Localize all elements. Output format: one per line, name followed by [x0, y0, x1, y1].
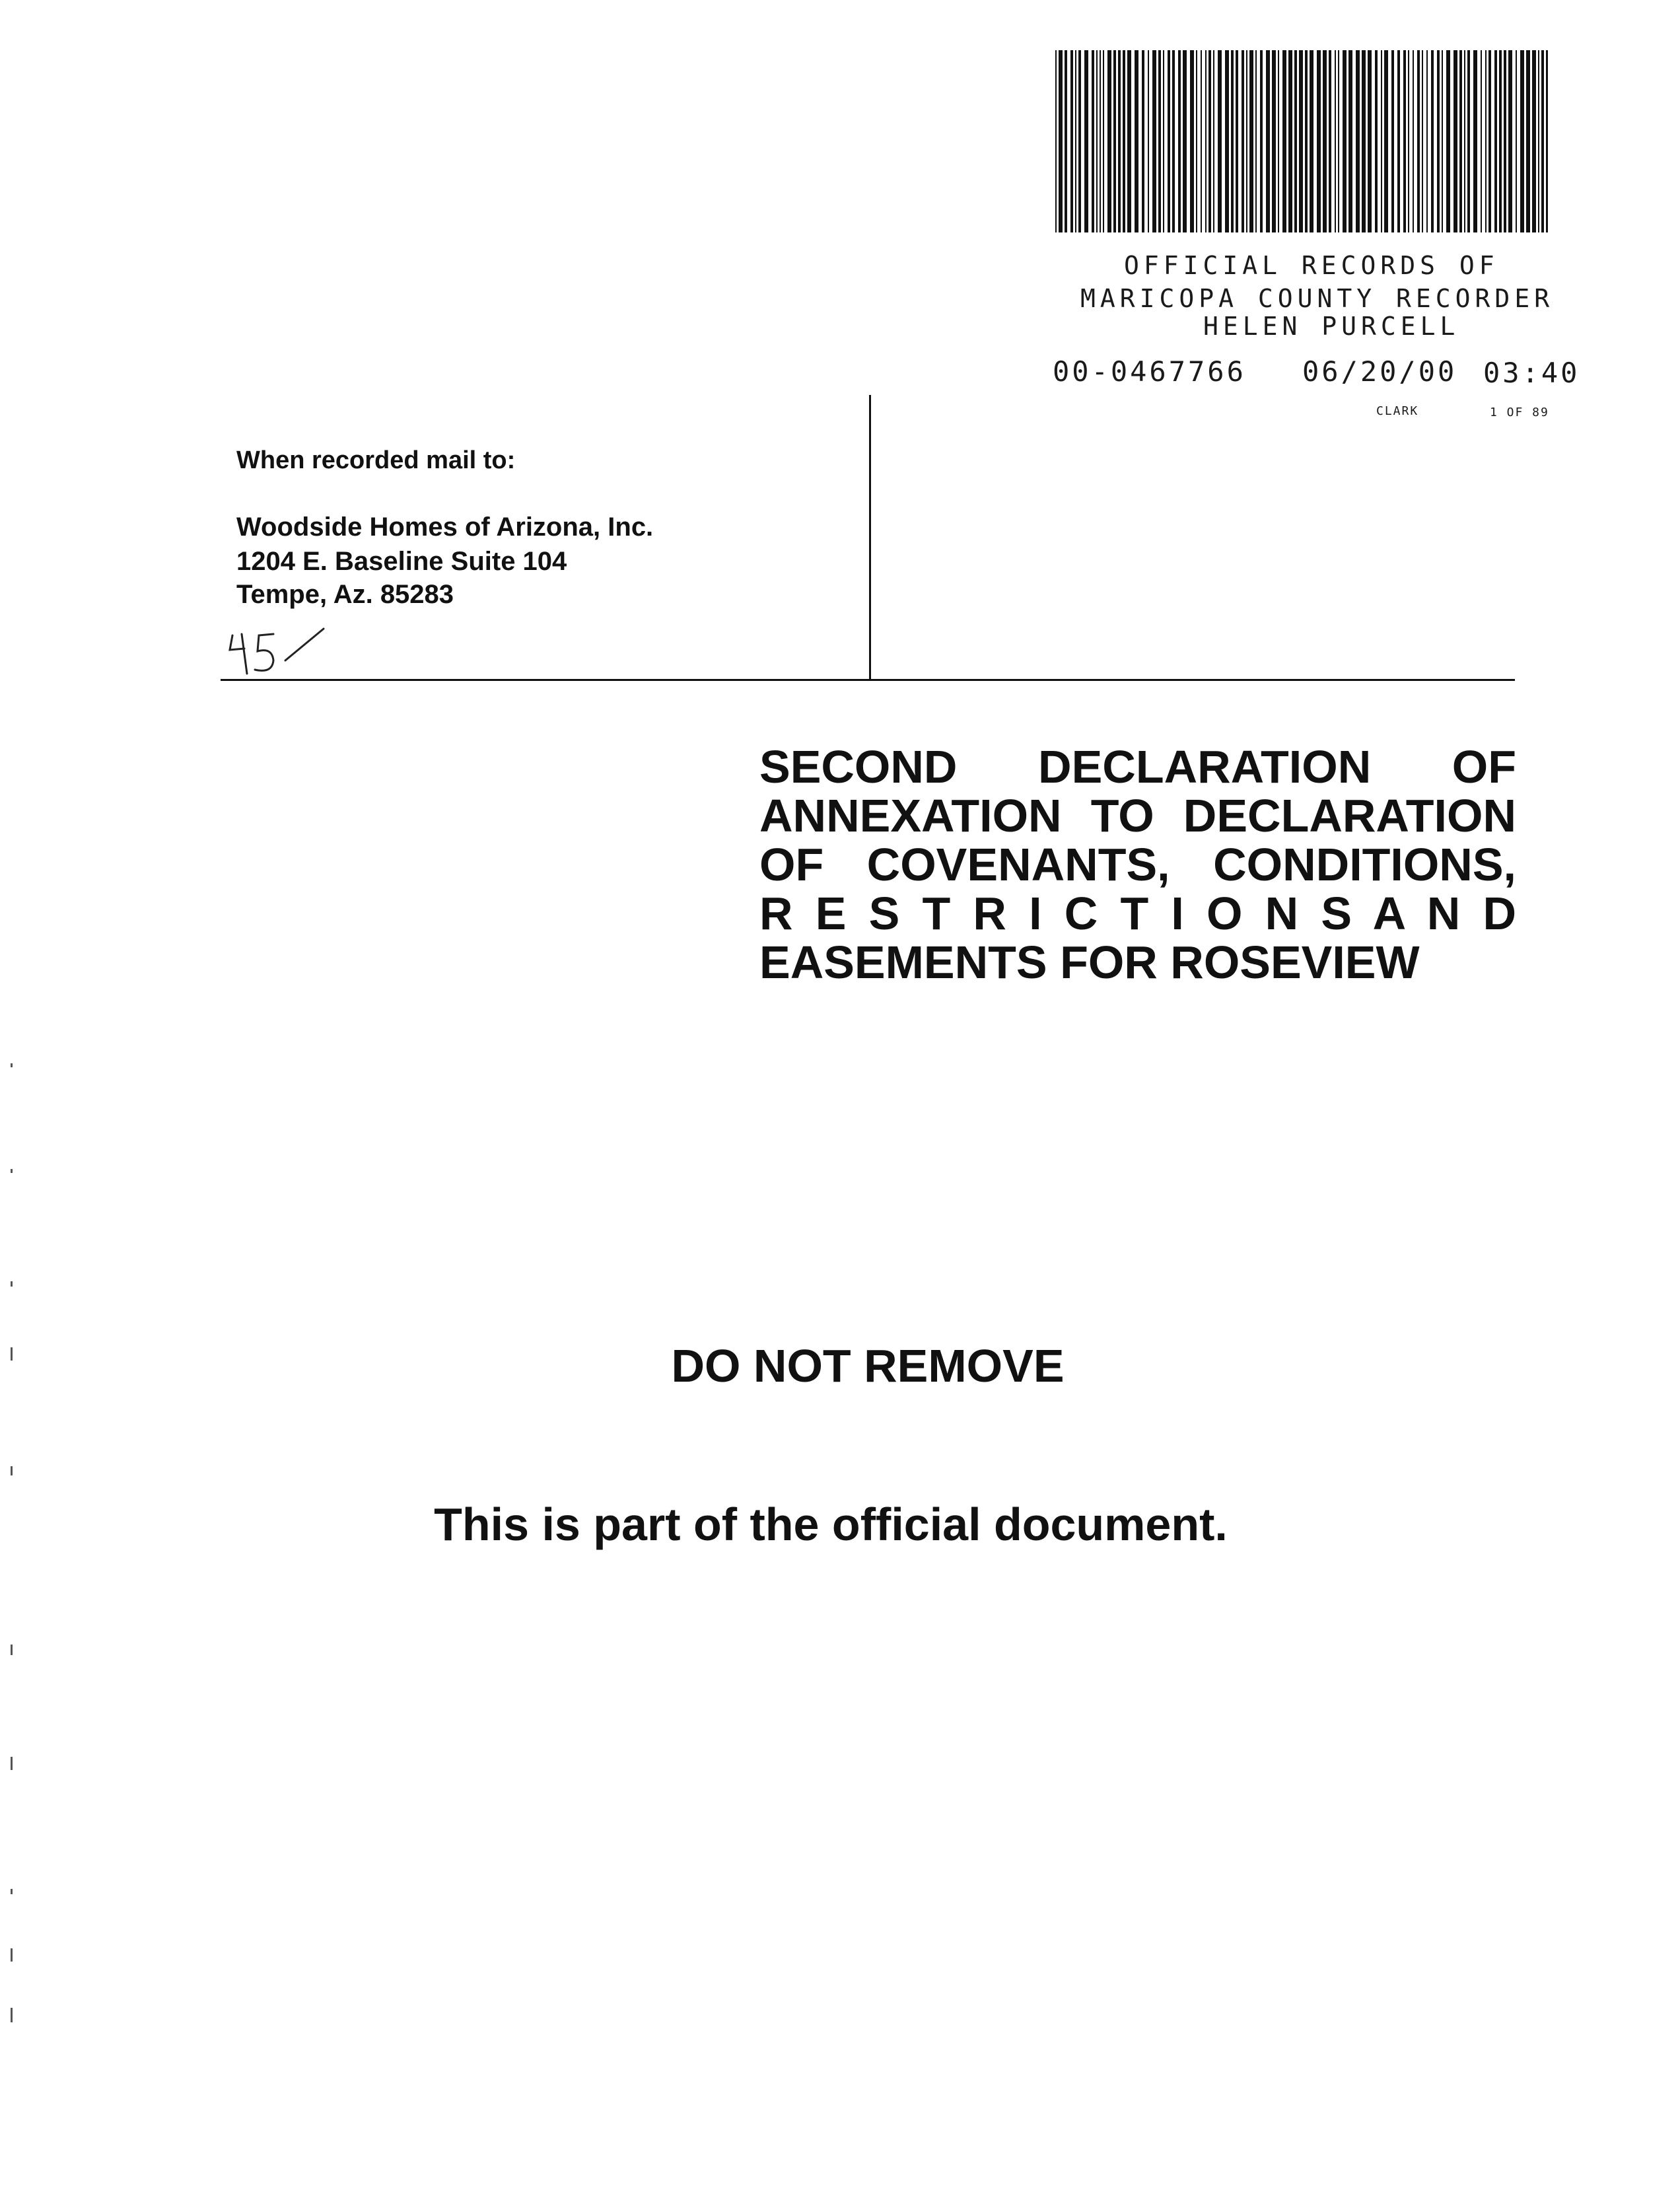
- barcode-bar: [1075, 50, 1076, 232]
- barcode-bar: [1467, 50, 1470, 232]
- barcode-bar: [1201, 50, 1202, 232]
- barcode-bar: [1172, 50, 1175, 232]
- clerk-label: CLARK: [1376, 404, 1419, 418]
- barcode-bar: [1317, 50, 1321, 232]
- barcode-bar: [1546, 50, 1548, 232]
- barcode-bar: [1168, 50, 1170, 232]
- barcode-bar: [1417, 50, 1420, 232]
- barcode-bar: [1442, 50, 1443, 232]
- barcode-bar: [1422, 50, 1423, 232]
- barcode-bar: [1485, 50, 1487, 232]
- barcode-bar: [1481, 50, 1482, 232]
- barcode-bar: [1368, 50, 1372, 232]
- scan-speck: [11, 1948, 13, 1962]
- barcode-bar: [1516, 50, 1517, 232]
- record-number: 00-0467766: [1053, 355, 1246, 388]
- barcode-bar: [1329, 50, 1331, 232]
- barcode-bar: [1213, 50, 1214, 232]
- barcode-bar: [1103, 50, 1104, 232]
- barcode-bar: [1078, 50, 1081, 232]
- barcode-bar: [1288, 50, 1292, 232]
- recorder-line-2: MARICOPA COUNTY RECORDER: [1080, 284, 1555, 313]
- barcode-bar: [1504, 50, 1506, 232]
- barcode-bar: [1520, 50, 1524, 232]
- barcode-bar: [1218, 50, 1222, 232]
- barcode-bar: [1323, 50, 1327, 232]
- title-line-5: EASEMENTS FOR ROSEVIEW: [759, 937, 1420, 988]
- record-date: 06/20/00: [1302, 355, 1457, 388]
- barcode-bar: [1249, 50, 1253, 232]
- barcode-bar: [1231, 50, 1234, 232]
- scan-speck: [11, 1347, 13, 1361]
- mail-to-name: Woodside Homes of Arizona, Inc.: [236, 513, 654, 542]
- barcode-bar: [1246, 50, 1247, 232]
- barcode: [1055, 50, 1548, 232]
- barcode-bar: [1464, 50, 1465, 232]
- barcode-bar: [1278, 50, 1279, 232]
- barcode-bar: [1526, 50, 1530, 232]
- barcode-bar: [1356, 50, 1360, 232]
- scan-speck: [11, 1169, 13, 1173]
- barcode-bar: [1100, 50, 1101, 232]
- barcode-bar: [1158, 50, 1161, 232]
- document-title: [759, 742, 1516, 987]
- barcode-bar: [1196, 50, 1197, 232]
- barcode-bar: [1282, 50, 1286, 232]
- barcode-bar: [1148, 50, 1149, 232]
- scan-speck: [11, 1466, 13, 1475]
- notice-heading: DO NOT REMOVE: [671, 1340, 1065, 1392]
- barcode-bar: [1070, 50, 1073, 232]
- barcode-bar: [1183, 50, 1187, 232]
- barcode-bar: [1397, 50, 1400, 232]
- barcode-bar: [1118, 50, 1121, 232]
- barcode-bar: [1127, 50, 1131, 232]
- notice-body: This is part of the official document.: [434, 1499, 1228, 1550]
- notice-heading-row: [0, 1339, 1680, 1392]
- barcode-bar: [1260, 50, 1263, 232]
- barcode-bar: [1473, 50, 1477, 232]
- barcode-bar: [1096, 50, 1098, 232]
- scan-speck: [11, 1757, 13, 1770]
- barcode-bar: [1348, 50, 1352, 232]
- barcode-bar: [1408, 50, 1409, 232]
- scan-speck: [11, 1281, 13, 1287]
- recorder-line-3: HELEN PURCELL: [1203, 312, 1460, 341]
- scan-speck: [11, 1063, 13, 1067]
- record-time: 03:40: [1483, 357, 1580, 389]
- barcode-bar: [1381, 50, 1382, 232]
- barcode-bar: [1426, 50, 1428, 232]
- barcode-bar: [1225, 50, 1229, 232]
- barcode-bar: [1055, 50, 1057, 232]
- barcode-bar: [1294, 50, 1297, 232]
- title-line-3: OF COVENANTS, CONDITIONS,: [759, 839, 1516, 890]
- barcode-bar: [1272, 50, 1276, 232]
- mail-to-label: When recorded mail to:: [236, 446, 516, 474]
- mail-to-street: 1204 E. Baseline Suite 104: [236, 547, 567, 576]
- scan-speck: [11, 1889, 13, 1894]
- barcode-bar: [1236, 50, 1238, 232]
- barcode-bar: [1107, 50, 1111, 232]
- barcode-bar: [1343, 50, 1347, 232]
- barcode-bar: [1208, 50, 1211, 232]
- notice-body-row: [0, 1498, 1680, 1551]
- barcode-bar: [1494, 50, 1497, 232]
- barcode-bar: [1335, 50, 1336, 232]
- title-line-2: ANNEXATION TO DECLARATION: [759, 790, 1516, 841]
- barcode-bar: [1375, 50, 1378, 232]
- barcode-bar: [1142, 50, 1144, 232]
- barcode-bar: [1413, 50, 1414, 232]
- barcode-bar: [1135, 50, 1138, 232]
- barcode-bar: [1092, 50, 1094, 232]
- barcode-bar: [1205, 50, 1207, 232]
- barcode-bar: [1113, 50, 1116, 232]
- vertical-divider: [869, 395, 871, 680]
- barcode-bar: [1163, 50, 1164, 232]
- barcode-bar: [1508, 50, 1512, 232]
- barcode-bar: [1384, 50, 1388, 232]
- horizontal-divider: [221, 679, 1515, 681]
- barcode-bar: [1362, 50, 1366, 232]
- barcode-bar: [1266, 50, 1270, 232]
- barcode-bar: [1453, 50, 1457, 232]
- barcode-bar: [1459, 50, 1462, 232]
- barcode-bar: [1305, 50, 1308, 232]
- barcode-bar: [1488, 50, 1491, 232]
- barcode-bar: [1065, 50, 1067, 232]
- recorder-line-1: OFFICIAL RECORDS OF: [1124, 251, 1499, 280]
- barcode-bar: [1499, 50, 1502, 232]
- title-line-4: R E S T R I C T I O N S A N D: [759, 888, 1516, 939]
- mail-to-city: Tempe, Az. 85283: [236, 580, 454, 609]
- barcode-bar: [1541, 50, 1544, 232]
- scan-speck: [11, 1645, 13, 1655]
- barcode-bar: [1059, 50, 1063, 232]
- barcode-bar: [1255, 50, 1257, 232]
- page-count: 1 OF 89: [1490, 406, 1549, 419]
- barcode-bar: [1123, 50, 1125, 232]
- barcode-bar: [1338, 50, 1339, 232]
- barcode-bar: [1431, 50, 1434, 232]
- barcode-bar: [1084, 50, 1088, 232]
- barcode-bar: [1403, 50, 1406, 232]
- barcode-bar: [1310, 50, 1313, 232]
- barcode-bar: [1178, 50, 1181, 232]
- scan-speck: [11, 2008, 13, 2022]
- barcode-bar: [1538, 50, 1539, 232]
- barcode-bar: [1446, 50, 1450, 232]
- barcode-bar: [1437, 50, 1440, 232]
- barcode-bar: [1190, 50, 1194, 232]
- handwritten-note: [225, 621, 330, 680]
- barcode-bar: [1299, 50, 1303, 232]
- barcode-bar: [1391, 50, 1394, 232]
- barcode-bar: [1532, 50, 1536, 232]
- barcode-bar: [1152, 50, 1156, 232]
- title-line-1: SECOND DECLARATION OF: [759, 741, 1516, 793]
- barcode-bar: [1242, 50, 1244, 232]
